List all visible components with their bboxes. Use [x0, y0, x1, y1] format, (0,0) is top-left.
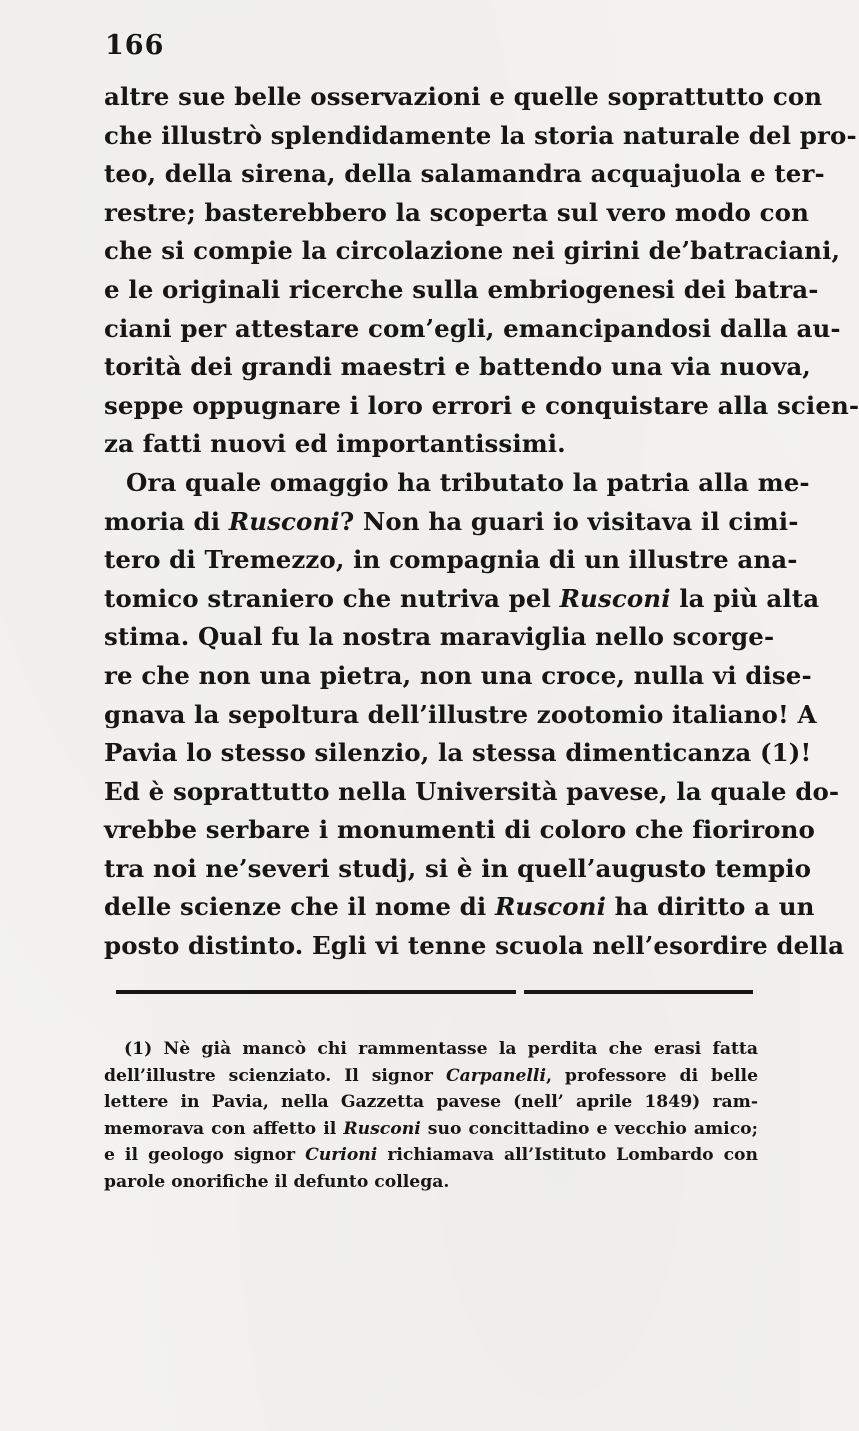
body-line: [104, 194, 809, 233]
text-run: lettere in Pavia, nella Gazzetta pavese (nell’ aprile 1849) ram-: [104, 1092, 758, 1112]
body-line: [104, 155, 825, 194]
text-run: ? Non ha guari io visitava il cimi-: [339, 506, 799, 536]
text-run: seppe oppugnare i loro errori e conquistare alla scien-: [104, 390, 859, 420]
text-run: Pavia lo stesso silenzio, la stessa dimenticanza (1)!: [104, 738, 812, 768]
text-run: restre; basterebbero la scoperta sul vero modo con: [104, 197, 809, 227]
text-run: tra noi ne’severi studj, si è in quell’augusto tempio: [104, 853, 812, 883]
body-line: [104, 734, 812, 773]
text-run: , professore di belle: [545, 1065, 758, 1086]
text-run: re che non una pietra, non una croce, nulla vi dise-: [104, 660, 812, 690]
body-line: [104, 464, 810, 503]
text-run: posto distinto. Egli vi tenne scuola nell’esordire della: [104, 931, 845, 961]
italic-name: Rusconi: [494, 892, 606, 922]
body-line: [104, 503, 799, 542]
text-run: Ed è soprattutto nella Università pavese, la quale do-: [104, 776, 840, 806]
text-run: moria di: [104, 506, 229, 536]
footnote: [104, 1036, 758, 1195]
text-run: ha diritto a un: [606, 892, 815, 922]
text-run: suo concittadino e vecchio amico;: [420, 1118, 758, 1139]
text-run: Ora quale omaggio ha tributato la patria alla me-: [126, 467, 810, 497]
body-line: [104, 811, 815, 850]
body-line: [104, 310, 841, 349]
body-text: [104, 78, 859, 966]
text-run: (1) Nè già mancò chi rammentasse la perdita che erasi fatta: [124, 1039, 758, 1059]
text-run: altre sue belle osservazioni e quelle soprattutto con: [104, 82, 823, 111]
italic-name: Rusconi: [559, 583, 671, 613]
footnote-line: [104, 1169, 758, 1196]
page-number: 166: [105, 30, 165, 61]
text-run: tero di Tremezzo, in compagnia di un illustre ana-: [104, 545, 798, 575]
text-run: delle scienze che il nome di: [104, 892, 495, 922]
text-run: stima. Qual fu la nostra maraviglia nello scorge-: [104, 622, 775, 652]
text-run: che si compie la circolazione nei girini de’batraciani,: [104, 236, 841, 266]
text-run: torità dei grandi maestri e battendo una via nuova,: [104, 352, 811, 382]
text-run: richiamava all’Istituto Lombardo con: [377, 1145, 758, 1165]
italic-name: Curioni: [305, 1145, 378, 1165]
text-run: gnava la sepoltura dell’illustre zootomio italiano! A: [104, 699, 817, 729]
text-run: memorava con affetto il: [104, 1118, 344, 1139]
text-run: dell’illustre scienziato. Il signor: [104, 1065, 446, 1086]
footnote-line: [104, 1036, 758, 1063]
italic-name: Rusconi: [228, 506, 340, 536]
body-line: [104, 696, 817, 735]
text-run: la più alta: [670, 583, 820, 613]
footnote-line: [104, 1116, 758, 1143]
body-line: [104, 78, 823, 117]
italic-name: Carpanelli: [445, 1065, 546, 1086]
body-line: [104, 850, 812, 889]
body-line: [104, 888, 815, 927]
text-run: che illustrò splendidamente la storia naturale del pro-: [104, 120, 857, 150]
body-line: [104, 927, 845, 966]
text-run: ciani per attestare com’egli, emancipandosi dalla au-: [104, 313, 841, 343]
body-line: [104, 618, 775, 657]
text-run: teo, della sirena, della salamandra acquajuola e ter-: [104, 159, 825, 189]
body-line: [104, 271, 819, 310]
italic-name: Rusconi: [343, 1118, 421, 1139]
body-line: [104, 541, 798, 580]
text-run: e le originali ricerche sulla embriogenesi dei batra-: [104, 274, 819, 304]
body-line: [104, 580, 820, 619]
footnote-line: [104, 1089, 758, 1116]
body-line: [104, 387, 859, 426]
text-run: parole onorifiche il defunto collega.: [104, 1171, 450, 1192]
body-line: [104, 348, 811, 387]
body-line: [104, 117, 857, 156]
body-line: [104, 232, 841, 271]
body-line: [104, 425, 758, 464]
text-run: vrebbe serbare i monumenti di coloro che fiorirono: [104, 815, 815, 845]
text-run: e il geologo signor: [104, 1145, 306, 1165]
text-run: tomico straniero che nutriva pel: [104, 583, 560, 613]
text-run: za fatti nuovi ed importantissimi.: [104, 429, 566, 459]
body-line: [104, 657, 812, 696]
footnote-rule-left: [116, 990, 516, 994]
footnote-line: [104, 1063, 758, 1090]
body-line: [104, 773, 840, 812]
footnote-rule-right: [524, 990, 753, 994]
footnote-line: [104, 1142, 758, 1169]
